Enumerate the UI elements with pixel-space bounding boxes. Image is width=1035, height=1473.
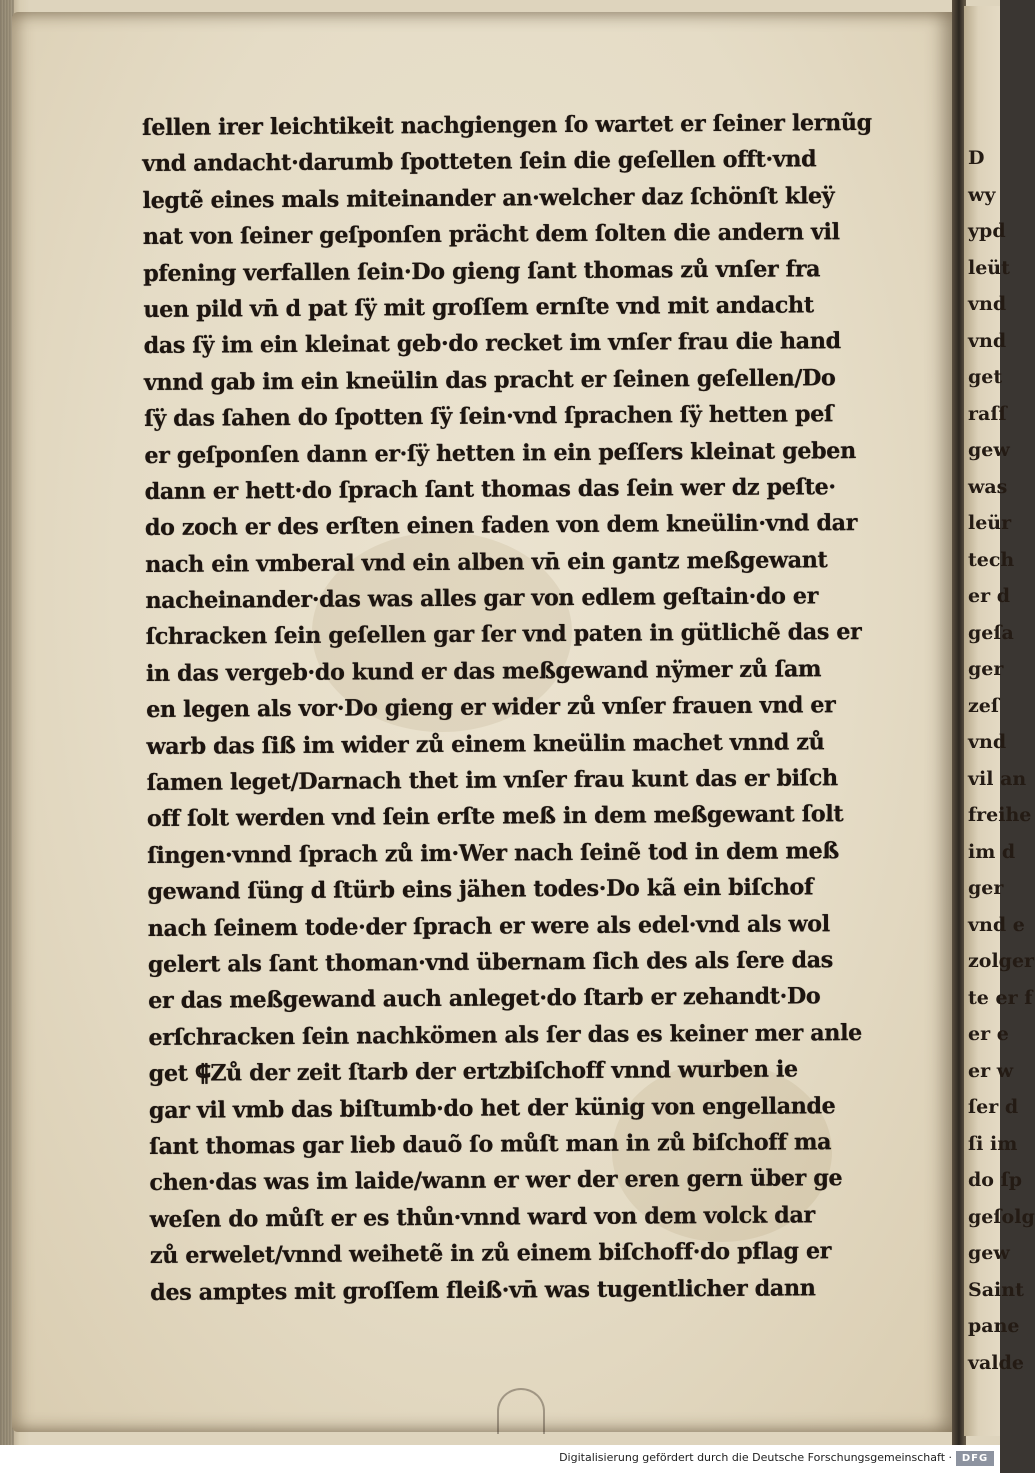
text-line: nacheinander·das was alles gar von edlem geſtain·do er [145, 583, 819, 615]
text-line: ſÿ das ſahen do ſpotten ſÿ ſein·vnd ſprachen ſÿ hetten peſ [144, 401, 834, 433]
text-line: en legen als vor·Do gieng er wider zů vnſer frauen vnd er [146, 692, 836, 724]
text-line: legtẽ eines mals miteinander an·welcher daz ſchönſt kleÿ [142, 182, 835, 214]
facing-page-fragment: vnd [968, 329, 1007, 352]
facing-page-fragment: vnd [968, 731, 1007, 753]
facing-page-fragment: im d [968, 840, 1016, 863]
facing-page-fragment: te er f [968, 986, 1033, 1009]
facing-page-fragment: ſer d [968, 1096, 1019, 1118]
text-line: ſant thomas gar lieb dauõ ſo můſt man in zů biſchoff ma [149, 1129, 832, 1160]
facing-page-fragment: pane [968, 1315, 1020, 1337]
text-line: ſellen irer leichtikeit nachgiengen ſo wartet er ſeiner lernũg [142, 109, 872, 141]
facing-page-text [968, 140, 1035, 1381]
facing-page-fragment: ypd [968, 220, 1006, 242]
text-line: dann er hett·do ſprach ſant thomas das ſein wer dz peſte· [144, 474, 836, 505]
facing-page-fragment: ger [968, 658, 1004, 680]
text-line: zů erwelet/vnnd weihetẽ in zů einem biſchoff·do pflag er [149, 1238, 832, 1270]
facing-page-fragment: gew [968, 1242, 1010, 1264]
text-line: das ſÿ im ein kleinat geb·do recket im vnſer frau die hand [143, 328, 841, 360]
facing-page-fragment: raſſ [968, 402, 1007, 425]
facing-page-fragment: er w [968, 1059, 1014, 1082]
text-line: des amptes mit groſſem fleiß·vn̄ was tugentlicher dann [150, 1274, 816, 1306]
facing-page-fragment: freihe [968, 804, 1032, 826]
text-line: weſen do můſt er es thůn·vnnd ward von dem volck dar [149, 1202, 815, 1233]
facing-page-fragment: wy [968, 183, 996, 206]
text-line: vnnd gab im ein kneülin das pracht er ſeinen geſellen/Do [143, 364, 836, 396]
facing-page-fragment: get [968, 366, 1003, 388]
text-line: get ⸿Zů der zeit ſtarb der ertzbiſchoff vnnd wurben ie [148, 1056, 798, 1088]
text-line: erſchracken ſein nachkömen als ſer das es keiner mer anle [148, 1019, 862, 1051]
text-line: er das meßgewand auch anleget·do ſtarb er zehandt·Do [148, 983, 821, 1015]
text-line: ſchracken ſein geſellen gar ſer vnd paten in gütlichẽ das er [145, 619, 862, 651]
facing-page-fragment: ger [968, 877, 1004, 899]
footer-bar [0, 1445, 1000, 1473]
text-line: gar vil vmb das biſtumb·do het der künig von engellande [148, 1092, 836, 1124]
text-line: pfening verfallen ſein·Do gieng ſant thomas zů vnſer fra [143, 255, 821, 287]
facing-page-fragment: D [968, 147, 985, 169]
text-line: nach ein vmberal vnd ein alben vn̄ ein gantz meßgewant [145, 546, 828, 578]
text-line: gewand ſüng d ſtürb eins jähen todes·Do kã ein biſchof [147, 874, 814, 906]
text-line: nat von ſeiner geſponſen prächt dem ſolten die andern vil [142, 219, 840, 251]
text-line: do zoch er des erſten einen faden von dem kneülin·vnd dar [144, 510, 858, 542]
dfg-logo: DFG [956, 1451, 994, 1466]
facing-page-fragment: ſi im [968, 1132, 1018, 1155]
facing-page-fragment: valde [968, 1351, 1024, 1374]
digitization-credit: Digitalisierung gefördert durch die Deutsche Forschungsgemeinschaft · [559, 1451, 952, 1464]
facing-page-fragment: zolger [968, 950, 1035, 972]
facing-page-fragment: er e [968, 1023, 1009, 1045]
facing-page-fragment: vil an [968, 767, 1027, 790]
facing-page-fragment: Saint [968, 1278, 1024, 1301]
facing-page-fragment: do ſp [968, 1169, 1023, 1191]
facing-page-fragment: leüt [968, 256, 1010, 279]
main-text-block [142, 105, 900, 1311]
facing-page-fragment: vnd e [968, 913, 1025, 936]
page-clip-mark [497, 1388, 545, 1434]
text-line: nach ſeinem tode·der ſprach er were als edel·vnd als wol [147, 910, 830, 942]
text-line: chen·das was im laide/wann er wer der eren gern über ge [149, 1165, 843, 1197]
text-line: ſingen·vnnd ſprach zů im·Wer nach ſeinẽ tod in dem meß [147, 837, 839, 869]
facing-page-fragment: tech [968, 548, 1015, 571]
text-line: uen pild vn̄ d pat ſÿ mit groſſem ernſte vnd mit andacht [143, 292, 814, 323]
text-line: off ſolt werden vnd ſein erſte meß in dem meßgewant ſolt [146, 801, 844, 833]
text-line: in das vergeb·do kund er das meßgewand nÿmer zů ſam [145, 656, 822, 687]
facing-page-fragment: geſa [968, 621, 1014, 644]
facing-page-fragment: geſolg [968, 1205, 1035, 1228]
text-line: ſamen leget/Darnach thet im vnſer frau kunt das er biſch [146, 765, 838, 797]
facing-page-fragment: vnd [968, 293, 1007, 315]
facing-page-fragment: leür [968, 512, 1012, 534]
facing-page-fragment: er d [968, 585, 1010, 607]
text-line: gelert als ſant thoman·vnd übernam ſich des als ſere das [147, 947, 833, 978]
text-line: vnd andacht·darumb ſpotteten ſein die geſellen offt·vnd [142, 146, 817, 178]
facing-page-edge [964, 6, 1035, 1436]
facing-page-fragment: gew [968, 439, 1010, 461]
facing-page-fragment: was [968, 475, 1008, 498]
text-line: warb das ſiß im wider zů einem kneülin machet vnnd zů [146, 728, 825, 760]
text-line: er geſponſen dann er·ſÿ hetten in ein peſſers kleinat geben [144, 437, 856, 469]
facing-page-fragment: zeſ [968, 694, 1000, 717]
